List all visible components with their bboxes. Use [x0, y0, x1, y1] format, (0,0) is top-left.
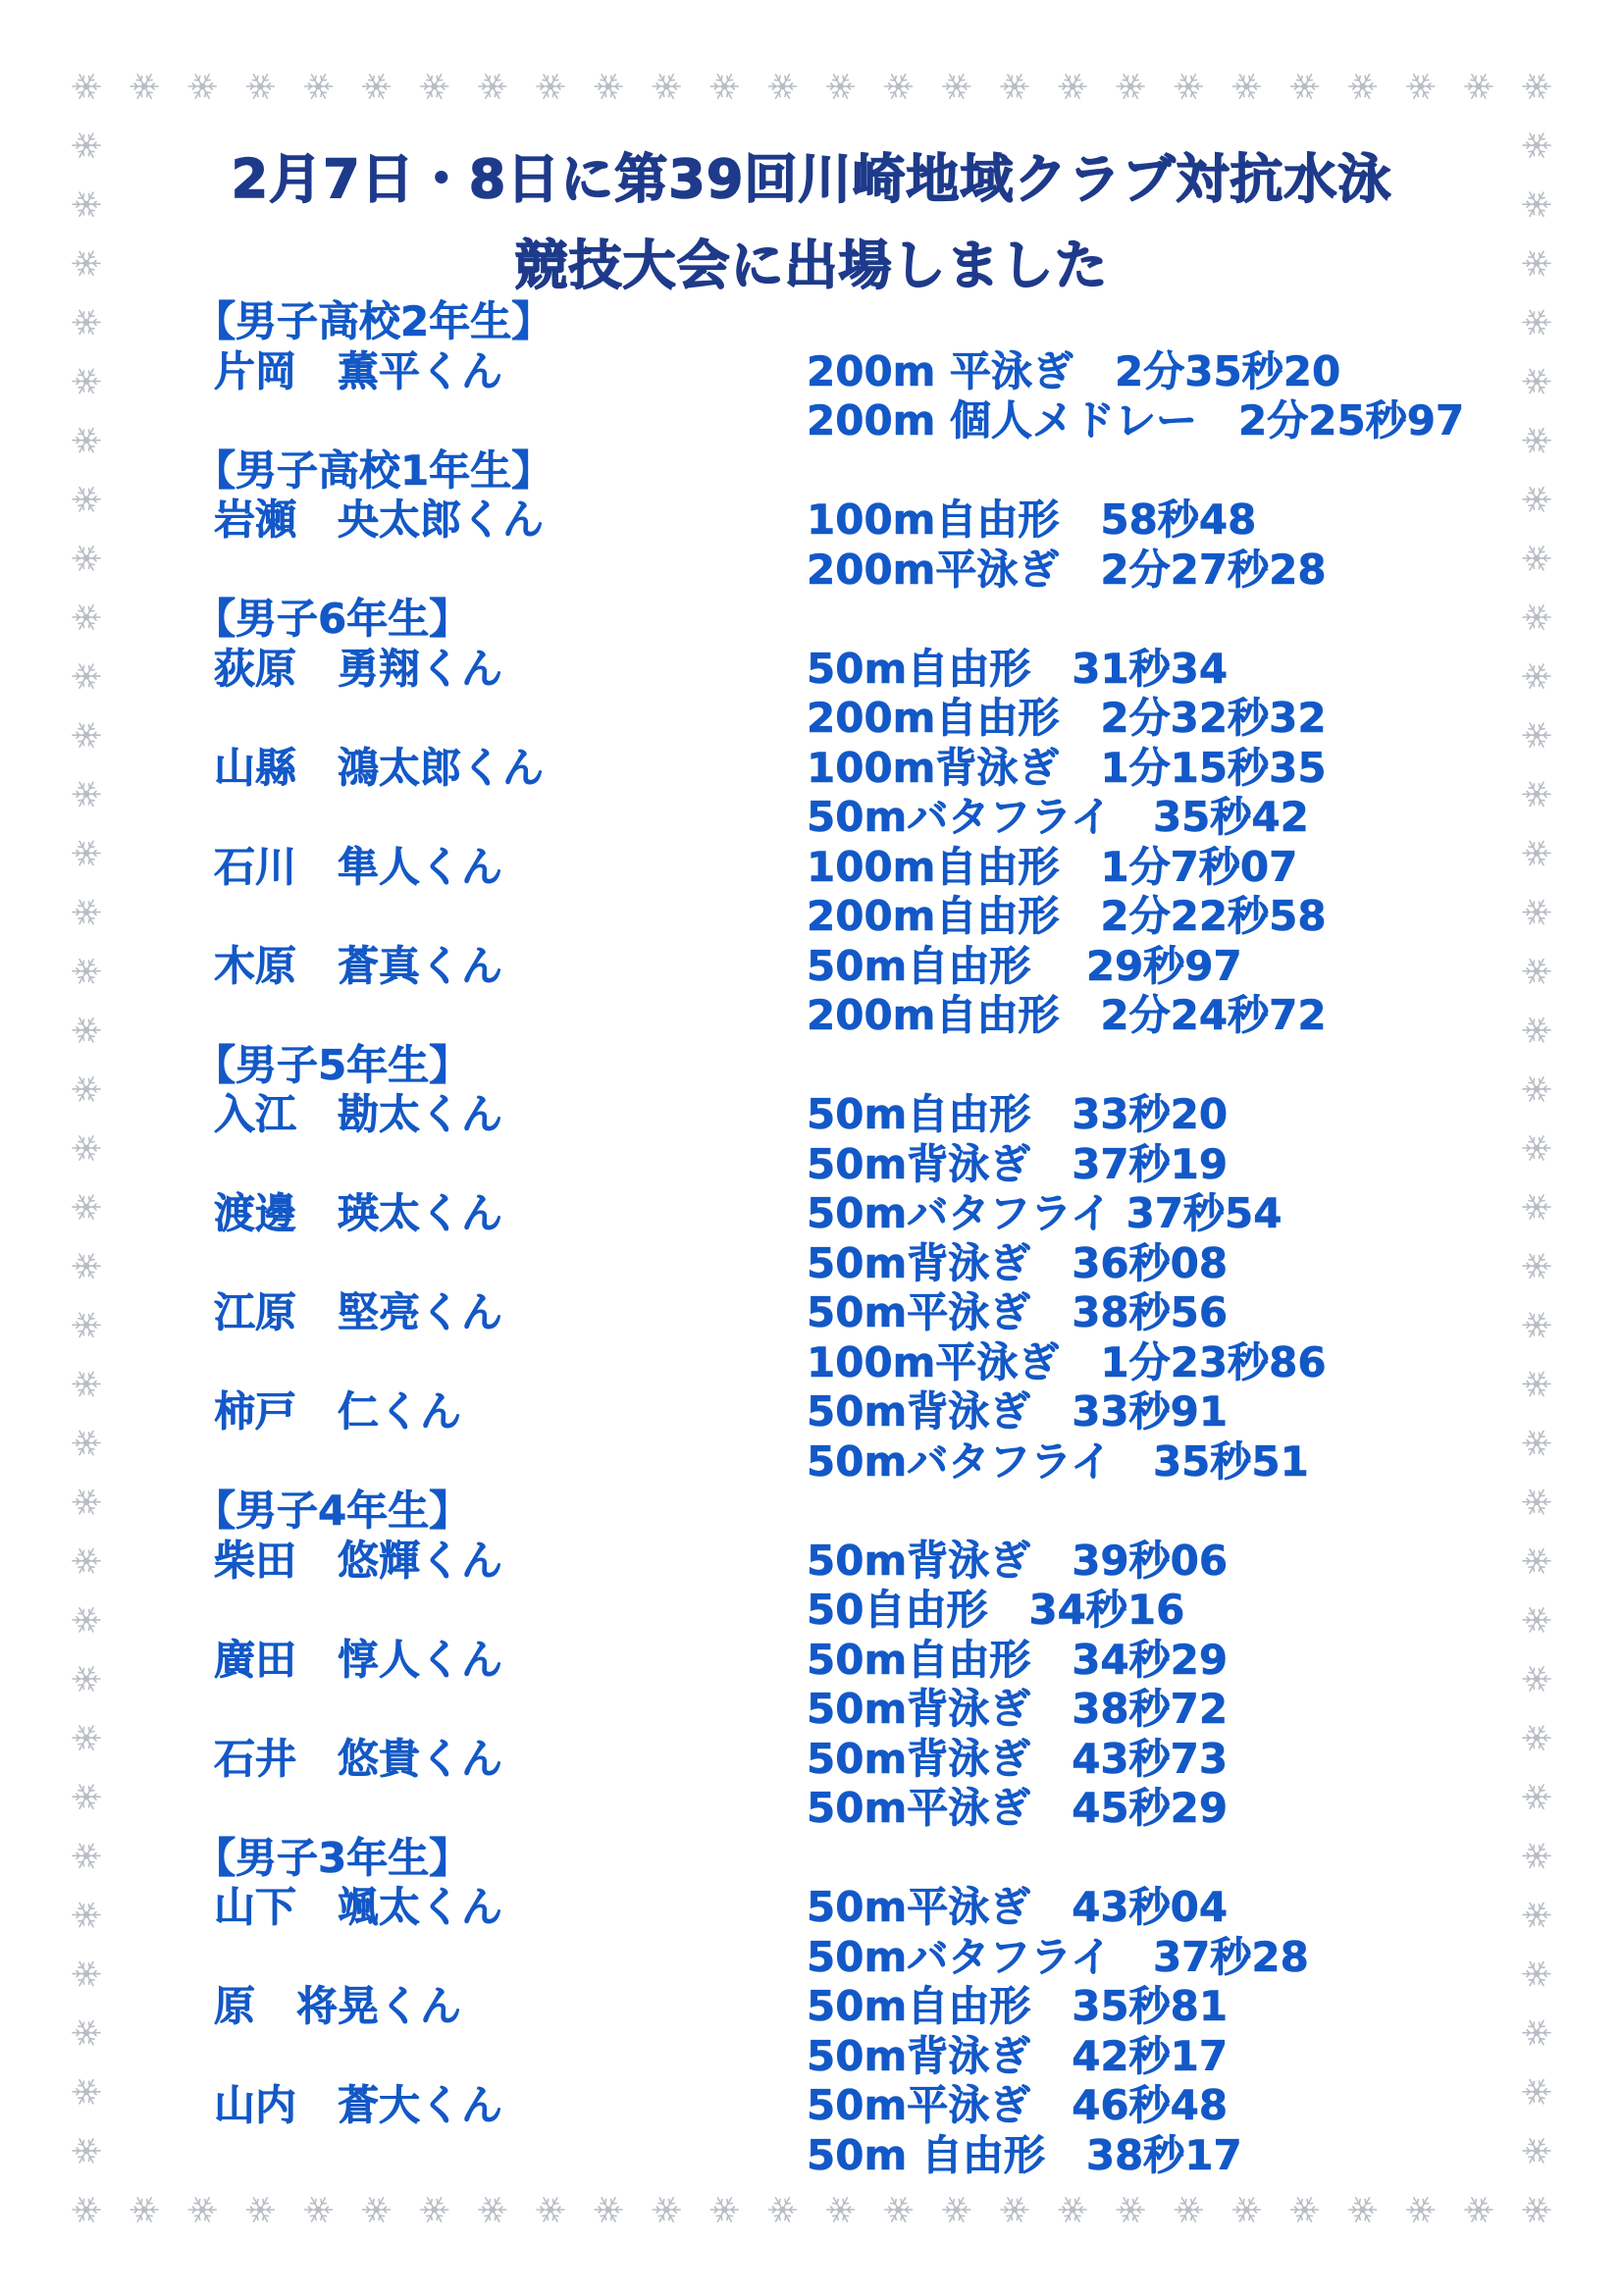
snowflake-icon	[1523, 2198, 1550, 2221]
document-title-line-1: 2月7日・8日に第39回川崎地域クラブ対抗水泳	[231, 148, 1392, 210]
swim-result: 50mバタフライ 37秒28	[807, 1932, 1309, 1981]
snowflake-icon	[421, 2198, 448, 2221]
snowflake-icon	[1523, 429, 1550, 452]
snowflake-icon	[595, 2198, 622, 2221]
swimmer-name: 岩瀬 央太郎くん	[214, 496, 545, 544]
snowflake-icon	[73, 1372, 100, 1395]
snowflake-icon	[73, 2198, 100, 2221]
snowflake-icon	[885, 75, 913, 98]
snowflake-icon	[304, 2198, 332, 2221]
snowflake-icon	[1349, 2198, 1377, 2221]
swim-result: 100m背泳ぎ 1分15秒35	[807, 743, 1327, 792]
snowflake-icon	[73, 1608, 100, 1632]
snowflake-icon	[131, 75, 158, 98]
snowflake-icon	[73, 605, 100, 629]
snowflake-icon	[73, 1667, 100, 1691]
snowflake-icon	[653, 75, 680, 98]
swimmer-name: 山下 颯太くん	[214, 1883, 503, 1931]
snowflake-icon	[246, 75, 274, 98]
snowflake-icon	[73, 723, 100, 747]
swim-result: 50mバタフライ 35秒42	[807, 793, 1309, 841]
snowflake-icon	[73, 1195, 100, 1219]
swim-result: 100m平泳ぎ 1分23秒86	[807, 1337, 1327, 1386]
section-header: 【男子5年生】	[194, 1040, 471, 1089]
snowflake-icon	[1523, 1961, 1550, 1985]
snowflake-icon	[1523, 1018, 1550, 1042]
snowflake-icon	[1232, 2198, 1260, 2221]
snowflake-icon	[1117, 75, 1144, 98]
snowflake-icon	[885, 2198, 913, 2221]
swim-result: 200m 個人メドレー 2分25秒97	[807, 396, 1465, 444]
swimmer-name: 山内 蒼大くん	[214, 2081, 503, 2129]
snowflake-icon	[304, 75, 332, 98]
snowflake-icon	[73, 1490, 100, 1514]
snowflake-icon	[1523, 2021, 1550, 2045]
snowflake-icon	[1523, 1431, 1550, 1454]
snowflake-icon	[73, 2080, 100, 2104]
swimmer-name: 廣田 惇人くん	[214, 1635, 503, 1684]
snowflake-icon	[1523, 900, 1550, 923]
swim-result: 50自由形 34秒16	[807, 1586, 1185, 1634]
snowflake-icon	[710, 2198, 738, 2221]
snowflake-icon	[943, 2198, 970, 2221]
snowflake-icon	[188, 2198, 216, 2221]
snowflake-icon	[1465, 2198, 1492, 2221]
snowflake-icon	[1059, 2198, 1086, 2221]
swim-result: 200m 平泳ぎ 2分35秒20	[807, 346, 1341, 395]
snowflake-icon	[1175, 75, 1202, 98]
swim-result: 50m自由形 35秒81	[807, 1982, 1229, 2030]
snowflake-icon	[1523, 1077, 1550, 1101]
swim-result: 50m背泳ぎ 39秒06	[807, 1536, 1229, 1585]
swim-result: 50m平泳ぎ 46秒48	[807, 2081, 1229, 2129]
snowflake-icon	[1523, 782, 1550, 806]
snowflake-icon	[73, 369, 100, 392]
section-header: 【男子高校1年生】	[194, 445, 553, 495]
snowflake-icon	[1001, 2198, 1028, 2221]
snowflake-icon	[479, 2198, 506, 2221]
snowflake-icon	[1465, 75, 1492, 98]
snowflake-icon	[73, 664, 100, 688]
snowflake-icon	[1523, 1844, 1550, 1867]
snowflake-icon	[1523, 1136, 1550, 1160]
snowflake-icon	[1059, 75, 1086, 98]
snowflake-icon	[73, 841, 100, 864]
snowflake-icon	[73, 488, 100, 511]
swimmer-name: 江原 堅亮くん	[214, 1288, 503, 1336]
swim-result: 50mバタフライ 37秒54	[807, 1189, 1283, 1237]
swim-result: 50m 自由形 38秒17	[807, 2130, 1242, 2179]
snowflake-icon	[73, 960, 100, 983]
snowflake-icon	[73, 1018, 100, 1042]
swimmer-name: 渡邊 瑛太くん	[214, 1189, 503, 1237]
snowflake-icon	[73, 782, 100, 806]
snowflake-icon	[768, 2198, 796, 2221]
swim-result: 50m自由形 31秒34	[807, 644, 1229, 693]
snowflake-icon	[1523, 1903, 1550, 1926]
swim-result: 50m背泳ぎ 36秒08	[807, 1238, 1229, 1287]
snowflake-icon	[73, 1961, 100, 1985]
swimmer-name: 片岡 薫平くん	[214, 346, 503, 395]
snowflake-icon	[131, 2198, 158, 2221]
swim-result: 50m自由形 29秒97	[807, 941, 1242, 990]
swimmer-name: 木原 蒼真くん	[214, 941, 503, 990]
swim-result: 50m背泳ぎ 42秒17	[807, 2031, 1229, 2080]
snowflake-icon	[595, 75, 622, 98]
section-header: 【男子高校2年生】	[194, 297, 553, 345]
document-title-line-2: 競技大会に出場しました	[514, 235, 1109, 296]
swimmer-name: 柿戸 仁くん	[214, 1387, 462, 1435]
swim-result: 50m背泳ぎ 43秒73	[807, 1734, 1229, 1783]
snowflake-icon	[1523, 664, 1550, 688]
snowflake-icon	[246, 2198, 274, 2221]
snowflake-icon	[1523, 547, 1550, 570]
snowflake-icon	[537, 2198, 564, 2221]
snowflake-icon	[73, 547, 100, 570]
swim-result: 200m自由形 2分22秒58	[807, 892, 1327, 940]
snowflake-icon	[1523, 75, 1550, 98]
snowflake-icon	[1349, 75, 1377, 98]
snowflake-icon	[73, 1313, 100, 1336]
swimmer-name: 原 将晃くん	[214, 1982, 462, 2030]
snowflake-icon	[363, 75, 391, 98]
swim-result: 200m自由形 2分32秒32	[807, 694, 1327, 742]
snowflake-icon	[1001, 75, 1028, 98]
snowflake-icon	[827, 2198, 855, 2221]
snowflake-icon	[1523, 1608, 1550, 1632]
snowflake-icon	[1523, 1549, 1550, 1573]
snowflake-icon	[188, 75, 216, 98]
snowflake-icon	[827, 75, 855, 98]
snowflake-icon	[768, 75, 796, 98]
snowflake-icon	[1232, 75, 1260, 98]
swim-result: 50m背泳ぎ 37秒19	[807, 1139, 1229, 1188]
snowflake-icon	[1407, 75, 1435, 98]
snowflake-icon	[710, 75, 738, 98]
section-header: 【男子3年生】	[194, 1833, 471, 1882]
snowflake-icon	[1175, 2198, 1202, 2221]
swimmer-name: 山縣 鴻太郎くん	[214, 743, 545, 792]
snowflake-icon	[73, 1549, 100, 1573]
snowflake-icon	[537, 75, 564, 98]
swimmer-name: 荻原 勇翔くん	[214, 644, 503, 693]
snowflake-icon	[73, 2021, 100, 2045]
snowflake-icon	[1407, 2198, 1435, 2221]
swim-result: 50m自由形 33秒20	[807, 1090, 1229, 1138]
snowflake-icon	[1291, 75, 1319, 98]
swimmer-name: 入江 勘太くん	[214, 1090, 503, 1138]
snowflake-icon	[1523, 960, 1550, 983]
snowflake-icon	[1523, 605, 1550, 629]
snowflake-icon	[363, 2198, 391, 2221]
swim-result: 50m自由形 34秒29	[807, 1635, 1229, 1684]
snowflake-icon	[1523, 1667, 1550, 1691]
snowflake-icon	[1523, 1372, 1550, 1395]
snowflake-icon	[653, 2198, 680, 2221]
snowflake-icon	[1523, 310, 1550, 334]
snowflake-icon	[421, 75, 448, 98]
section-header: 【男子6年生】	[194, 595, 471, 643]
swim-result: 200m自由形 2分24秒72	[807, 991, 1327, 1039]
snowflake-icon	[73, 1844, 100, 1867]
swimmer-name: 柴田 悠輝くん	[214, 1536, 503, 1585]
snowflake-icon	[1523, 723, 1550, 747]
snowflake-icon	[73, 75, 100, 98]
snowflake-icon	[1523, 841, 1550, 864]
swim-result: 50m平泳ぎ 43秒04	[807, 1883, 1229, 1931]
swim-result: 200m平泳ぎ 2分27秒28	[807, 545, 1327, 594]
swim-result: 50m背泳ぎ 38秒72	[807, 1685, 1229, 1733]
snowflake-icon	[1523, 369, 1550, 392]
snowflake-icon	[1523, 2080, 1550, 2104]
snowflake-icon	[1523, 1254, 1550, 1278]
snowflake-icon	[1523, 488, 1550, 511]
snowflake-icon	[73, 1136, 100, 1160]
snowflake-icon	[479, 75, 506, 98]
snowflake-icon	[73, 2139, 100, 2163]
swimmer-name: 石井 悠貴くん	[214, 1734, 503, 1783]
snowflake-icon	[1523, 1726, 1550, 1749]
snowflake-icon	[1523, 1195, 1550, 1219]
snowflake-icon	[73, 429, 100, 452]
section-header: 【男子4年生】	[194, 1487, 471, 1535]
swim-result: 100m自由形 58秒48	[807, 496, 1257, 544]
snowflake-icon	[73, 1254, 100, 1278]
snowflake-icon	[943, 75, 970, 98]
snowflake-icon	[1291, 2198, 1319, 2221]
snowflake-icon	[73, 1903, 100, 1926]
snowflake-icon	[73, 1785, 100, 1808]
swim-result: 100m自由形 1分7秒07	[807, 842, 1298, 891]
snowflake-icon	[73, 900, 100, 923]
swim-result: 50mバタフライ 35秒51	[807, 1436, 1309, 1486]
swim-result: 50m背泳ぎ 33秒91	[807, 1387, 1229, 1435]
snowflake-icon	[1523, 1313, 1550, 1336]
snowflake-icon	[73, 310, 100, 334]
snowflake-icon	[1523, 1785, 1550, 1808]
snowflake-icon	[73, 1077, 100, 1101]
snowflake-icon	[73, 1726, 100, 1749]
swim-result: 50m平泳ぎ 38秒56	[807, 1288, 1229, 1336]
snowflake-icon	[1523, 2139, 1550, 2163]
snowflake-icon	[1117, 2198, 1144, 2221]
swimmer-name: 石川 隼人くん	[214, 842, 503, 891]
snowflake-icon	[73, 1431, 100, 1454]
swim-result: 50m平泳ぎ 45秒29	[807, 1784, 1229, 1832]
snowflake-icon	[1523, 1490, 1550, 1514]
